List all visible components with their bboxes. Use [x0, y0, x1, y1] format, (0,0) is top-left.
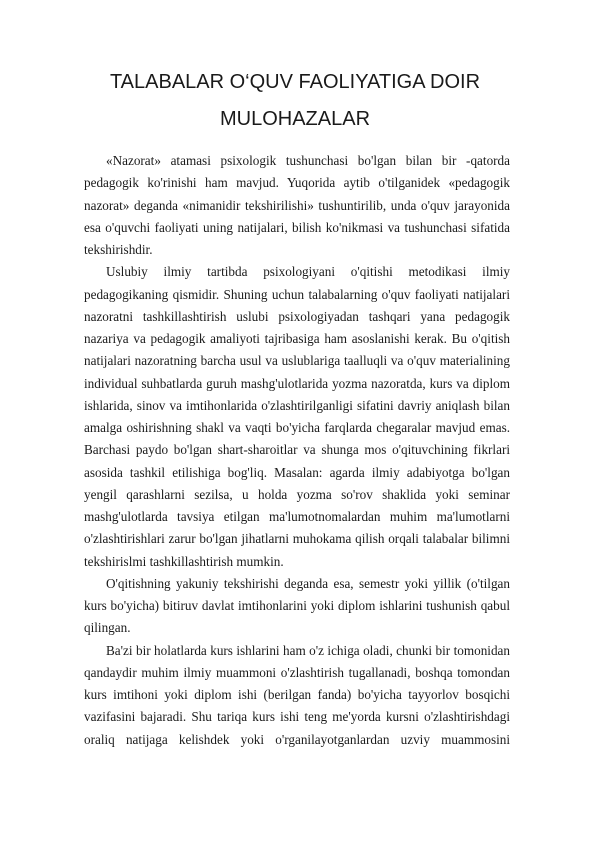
paragraph-2: Uslubiy ilmiy tartibda psixologiyani o'qitishi metodikasi ilmiy pedagogikaning qismidir. Shuning uchun talabalarning o'quv faoliyati natijalari nazoratni tashkillashtirish uslubi psixologiyadan tashqari yana pedagogik nazariya va pedagogik amaliyoti tajribasiga ham asoslanishi kerak. Bu o'qitish natijalari nazoratning barcha usul va uslublariga taalluqli va o'quv materialining individual suhbatlarda guruh mashg'ulotlarida yozma nazoratda, kurs va diplom ishlarida, sinov va imtihonlarida o'zlashtirilganligi sifatini davriy aniqlash bilan amalga oshirishning shakl va vaqti bo'yicha farqlarda chegaralar mavjud emas. Barchasi paydo bo'lgan shart-sharoitlar va shunga mos o'qituvchining fikrlari asosida tashkil etilishiga bog'liq. Masalan: agarda ilmiy adabiyotga bo'lgan yengil qarashlarni sezilsa, u holda yozma so'rov shaklida yoki seminar mashg'ulotlarda tavsiya etilgan ma'lumotnomalardan muhim ma'lumotlarni o'zlashtirishlari zarur bo'lgan jihatlarni muhokama qilish orqali talabalar bilimni tekshirislmi tashkillashtirish mumkin. [84, 264, 510, 569]
document-title-line-2: MULOHAZALAR [219, 108, 371, 130]
document-title-line-1: TALABALAR O‘QUV FAOLIYATIGA DOIR [109, 71, 481, 93]
paragraph-1: «Nazorat» atamasi psixologik tushunchasi bo'lgan bilan bir -qatorda pedagogik ko'rinishi ham mavjud. Yuqorida aytib o'tilganidek «pedagogik nazorat» deganda «nimanidir tekshirilishi» tushuntirilib, unda o'quv jarayonida esa o'quvchi faoliyati uning natijalari, bilish ko'nikmasi va tushunchasi sifatida tekshirishdir. [84, 153, 510, 257]
paragraph-4: Ba'zi bir holatlarda kurs ishlarini ham o'z ichiga oladi, chunki bir tomonidan qandaydir muhim ilmiy muammoni o'zlashtirish tugallanadi, boshqa tomondan kurs imtihoni yoki diplom ishi (berilgan fanda) bo'yicha tayyorlov bosqichi vazifasini bajaradi. Shu tariqa kurs ishi teng me'yorda kursni o'zlashtirishdagi oraliq natijaga kelishdek yoki o'rganilayotganlardan uzviy muammosini [84, 642, 510, 747]
paragraph-3: O'qitishning yakuniy tekshirishi deganda esa, semestr yoki yillik (o'tilgan kurs bo'yicha) bitiruv davlat imtihonlarini yoki diplom ishlarini tushunish qabul qilingan. [84, 575, 510, 636]
document-body [84, 150, 510, 751]
